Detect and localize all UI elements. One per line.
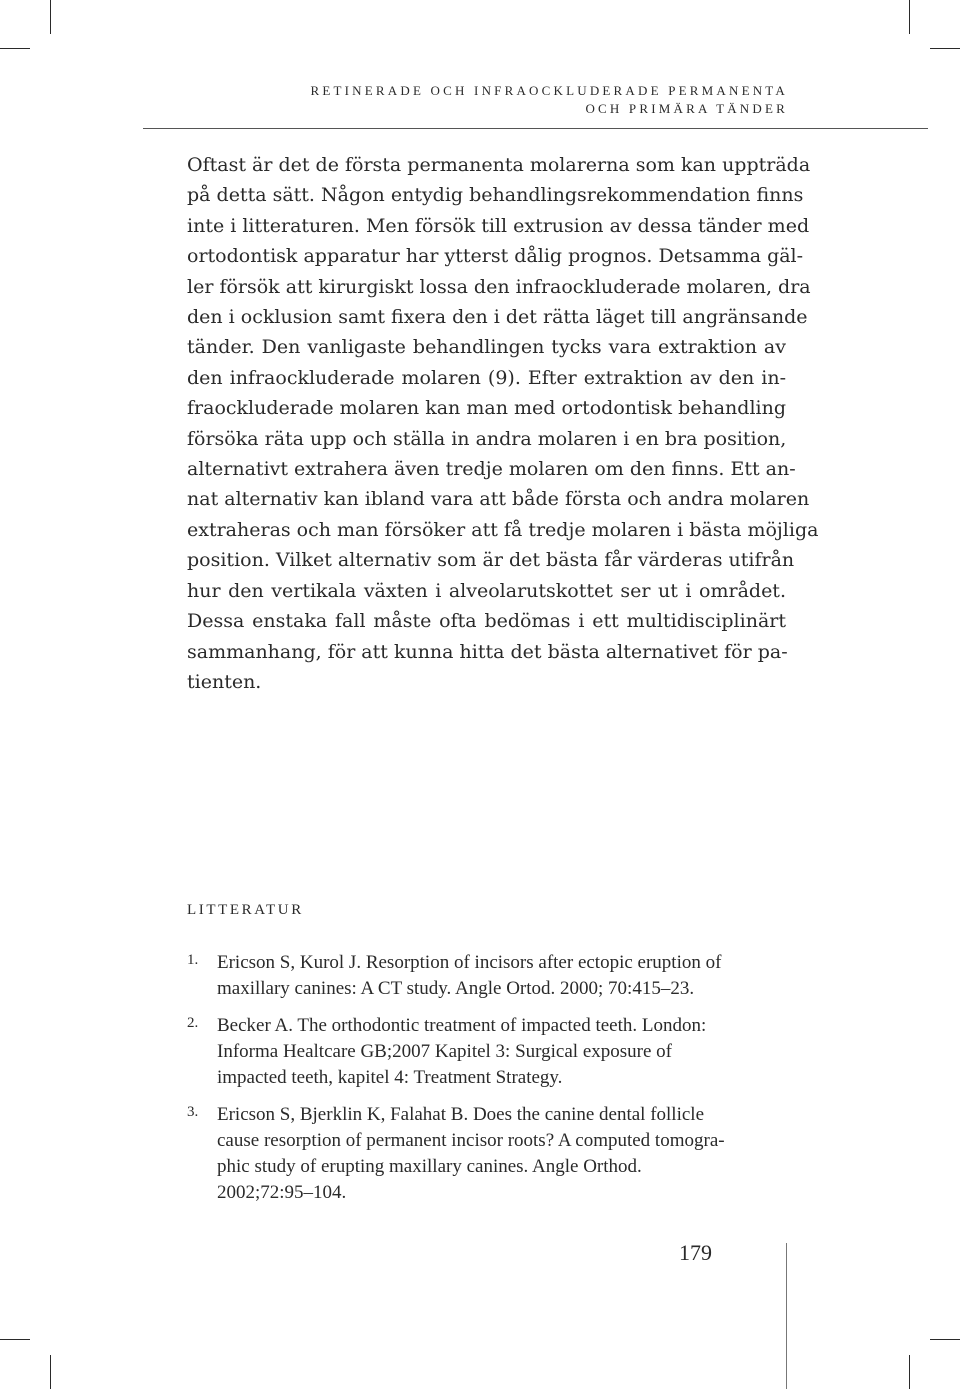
reference-number: 3. <box>187 1104 199 1120</box>
body-line: hur den vertikala växten i alveolarutskottet ser ut i området. <box>187 579 786 602</box>
page-edge-line <box>786 1243 787 1389</box>
crop-mark <box>50 0 51 34</box>
reference-number: 2. <box>187 1015 199 1031</box>
crop-mark <box>909 0 910 34</box>
reference-text <box>217 950 807 1002</box>
body-line: ortodontisk apparatur har ytterst dålig prognos. Detsamma gäl- <box>187 245 804 268</box>
reference-item <box>187 1013 807 1091</box>
reference-text <box>217 1013 807 1091</box>
running-head-line-1: RETINERADE OCH INFRAOCKLUDERADE PERMANENTA <box>310 83 788 98</box>
body-line: position. Vilket alternativ som är det bästa får värderas utifrån <box>187 549 795 572</box>
crop-mark <box>50 1355 51 1389</box>
body-line: tänder. Den vanligaste behandlingen tycks vara extraktion av <box>187 336 786 359</box>
reference-line: impacted teeth, kapitel 4: Treatment Strategy. <box>217 1067 563 1088</box>
reference-line: Ericson S, Bjerklin K, Falahat B. Does the canine dental follicle <box>217 1104 705 1125</box>
reference-line: Becker A. The orthodontic treatment of impacted teeth. London: <box>217 1015 707 1036</box>
reference-line: maxillary canines: A CT study. Angle Ortod. 2000; 70:415–23. <box>217 978 695 999</box>
reference-item <box>187 950 807 1002</box>
references-heading: LITTERATUR <box>187 902 304 918</box>
crop-mark <box>930 48 960 49</box>
reference-line: phic study of erupting maxillary canines. Angle Orthod. <box>217 1156 642 1177</box>
body-line: sammanhang, för att kunna hitta det bästa alternativet för pa- <box>187 640 788 663</box>
reference-number: 1. <box>187 952 199 968</box>
header-rule <box>143 128 928 129</box>
body-line: den i ocklusion samt fixera den i det rätta läget till angränsande <box>187 306 808 329</box>
body-line: fraockluderade molaren kan man med ortodontisk behandling <box>187 397 786 420</box>
running-head <box>311 82 789 118</box>
reference-line: 2002;72:95–104. <box>217 1182 347 1203</box>
reference-line: Informa Healtcare GB;2007 Kapitel 3: Surgical exposure of <box>217 1041 672 1062</box>
reference-line: cause resorption of permanent incisor roots? A computed tomogra- <box>217 1130 725 1151</box>
reference-list <box>187 950 807 1217</box>
crop-mark <box>0 48 30 49</box>
page-number: 179 <box>679 1240 712 1265</box>
body-line: alternativt extrahera även tredje molaren om den finns. Ett an- <box>187 458 796 481</box>
running-head-line-2: OCH PRIMÄRA TÄNDER <box>585 101 788 116</box>
body-line: extraheras och man försöker att få tredje molaren i bästa möjliga <box>187 518 819 541</box>
body-line: försöka räta upp och ställa in andra molaren i en bra position, <box>187 427 787 450</box>
reference-text <box>217 1102 807 1206</box>
crop-mark <box>930 1339 960 1340</box>
body-line: tienten. <box>187 670 262 693</box>
reference-line: Ericson S, Kurol J. Resorption of incisors after ectopic eruption of <box>217 952 722 973</box>
body-line: Oftast är det de första permanenta molarerna som kan uppträda <box>187 154 811 176</box>
reference-item <box>187 1102 807 1206</box>
body-paragraph <box>187 150 819 697</box>
body-line: den infraockluderade molaren (9). Efter extraktion av den in- <box>187 366 786 389</box>
crop-mark <box>0 1339 30 1340</box>
body-line: inte i litteraturen. Men försök till extrusion av dessa tänder med <box>187 214 810 237</box>
body-line: på detta sätt. Någon entydig behandlingsrekommendation finns <box>187 184 804 207</box>
body-line: ler försök att kirurgiskt lossa den infraockluderade molaren, dra <box>187 275 811 298</box>
body-line: nat alternativ kan ibland vara att både första och andra molaren <box>187 488 810 511</box>
crop-mark <box>909 1355 910 1389</box>
body-line: Dessa enstaka fall måste ofta bedömas i ett multidisciplinärt <box>187 610 786 633</box>
